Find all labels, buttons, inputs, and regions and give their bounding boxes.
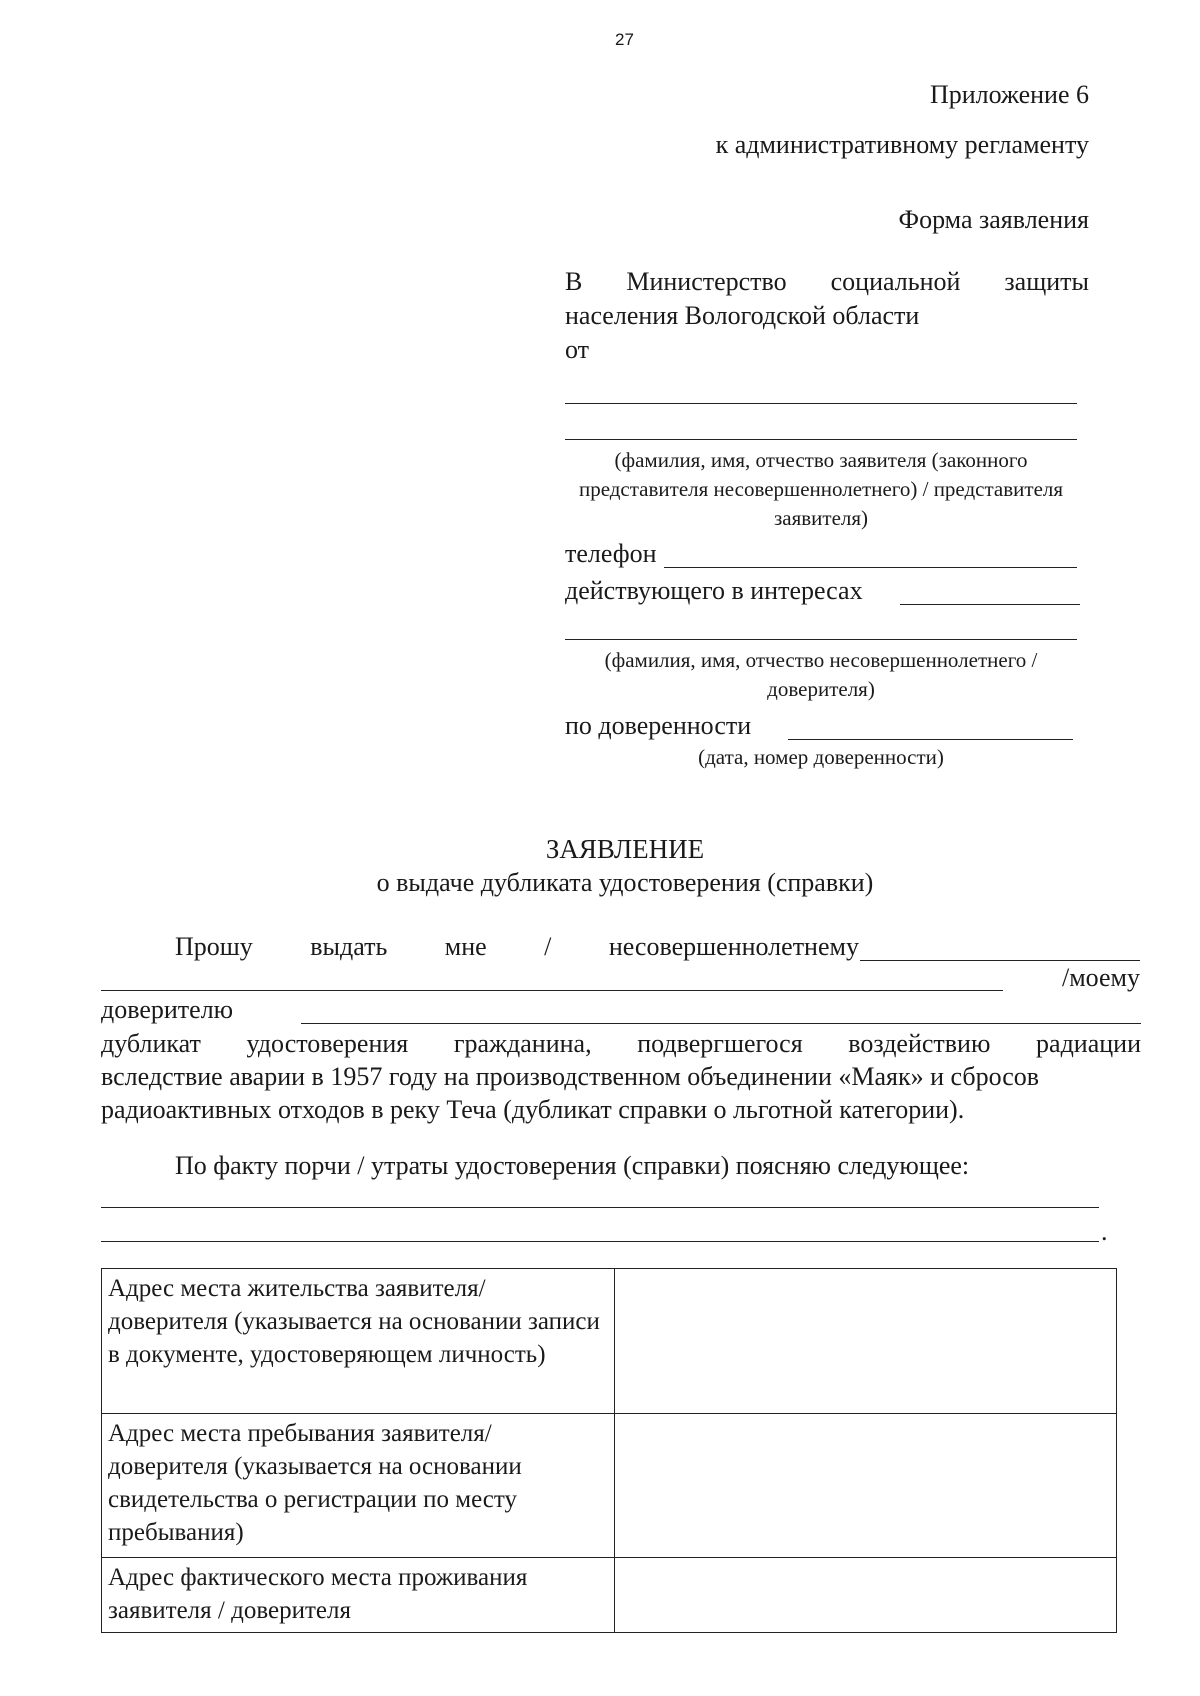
applicant-name-hint: (фамилия, имя, отчество заявителя (законного представителя несовершеннолетнего) / представителя заявителя) xyxy=(578,448,1064,530)
addressee-line-1 xyxy=(565,265,1089,299)
explanation-line-2[interactable] xyxy=(101,1241,1099,1242)
p1-word-4: подвергшегося xyxy=(637,1029,803,1058)
request-word-1: Прошу xyxy=(175,932,253,961)
minor-name-hint: (фамилия, имя, отчество несовершеннолетнего / доверителя) xyxy=(604,648,1038,701)
stay-address-label: Адрес места пребывания заявителя/ доверителя (указывается на основании свидетельства о регистрации по месту пребывания) xyxy=(102,1414,615,1558)
proxy-hint: (дата, номер доверенности) xyxy=(698,745,944,769)
paragraph-2: По факту порчи / утраты удостоверения (справки) поясняю следующее: xyxy=(175,1151,970,1180)
statement-subtitle: о выдаче дубликата удостоверения (справки) xyxy=(376,868,874,897)
addressee-word-v: В xyxy=(565,267,583,296)
paragraph-1-line-3: радиоактивных отходов в реку Теча (дубликат справки о льготной категории). xyxy=(101,1095,965,1124)
p1-word-6: радиации xyxy=(1036,1029,1141,1058)
request-word-3: мне xyxy=(444,932,487,961)
principal-line[interactable] xyxy=(301,1023,1141,1024)
explanation-line-1[interactable] xyxy=(101,1207,1099,1208)
table-row xyxy=(102,1414,1117,1558)
actual-address-label: Адрес фактического места проживания заявителя / доверителя xyxy=(102,1558,615,1633)
request-word-4: / xyxy=(544,932,552,961)
principal-label: доверителю xyxy=(101,995,234,1024)
residence-address-label: Адрес места жительства заявителя/ доверителя (указывается на основании записи в документе, удостоверяющем личность) xyxy=(102,1269,615,1414)
form-label: Форма заявления xyxy=(898,205,1089,234)
phone-label: телефон xyxy=(565,539,657,568)
request-line-1 xyxy=(175,930,859,964)
p1-word-5: воздействию xyxy=(848,1029,991,1058)
applicant-name-line-1[interactable] xyxy=(565,403,1077,404)
statement-title: ЗАЯВЛЕНИЕ xyxy=(545,834,705,864)
addressee-word-social: социальной xyxy=(830,267,961,296)
paragraph-1-line-2: вследствие аварии в 1957 году на производственном объединении «Маяк» и сбросов xyxy=(101,1062,1040,1091)
acting-line-1[interactable] xyxy=(900,604,1080,605)
request-word-2: выдать xyxy=(310,932,388,961)
acting-label: действующего в интересах xyxy=(565,576,863,605)
appendix-label: Приложение 6 xyxy=(929,80,1089,109)
paragraph-1-line-1 xyxy=(101,1027,1141,1061)
principal-name-line[interactable] xyxy=(101,990,1003,991)
p1-word-2: удостоверения xyxy=(246,1029,409,1058)
explanation-period: . xyxy=(1101,1217,1108,1246)
actual-address-value[interactable] xyxy=(615,1558,1117,1633)
phone-line[interactable] xyxy=(664,567,1077,568)
addressee-word-ministry: Министерство xyxy=(626,267,787,296)
stay-address-value[interactable] xyxy=(615,1414,1117,1558)
acting-line-2[interactable] xyxy=(565,639,1077,640)
page-number: 27 xyxy=(615,30,634,49)
to-my-label: /моему xyxy=(1062,963,1140,992)
p1-word-3: гражданина, xyxy=(453,1029,592,1058)
residence-address-value[interactable] xyxy=(615,1269,1117,1414)
p1-word-1: дубликат xyxy=(101,1029,201,1058)
addressee-line-2: населения Вологодской области xyxy=(565,301,920,330)
table-row xyxy=(102,1558,1117,1633)
address-table xyxy=(101,1268,1117,1633)
addressee-word-protection: защиты xyxy=(1004,267,1089,296)
request-word-5: несовершеннолетнему xyxy=(608,932,859,961)
addressee-from: от xyxy=(565,335,590,364)
regulation-label: к административному регламенту xyxy=(715,130,1089,159)
proxy-line[interactable] xyxy=(788,739,1073,740)
applicant-name-line-2[interactable] xyxy=(565,439,1077,440)
proxy-label: по доверенности xyxy=(565,711,752,740)
table-row xyxy=(102,1269,1117,1414)
